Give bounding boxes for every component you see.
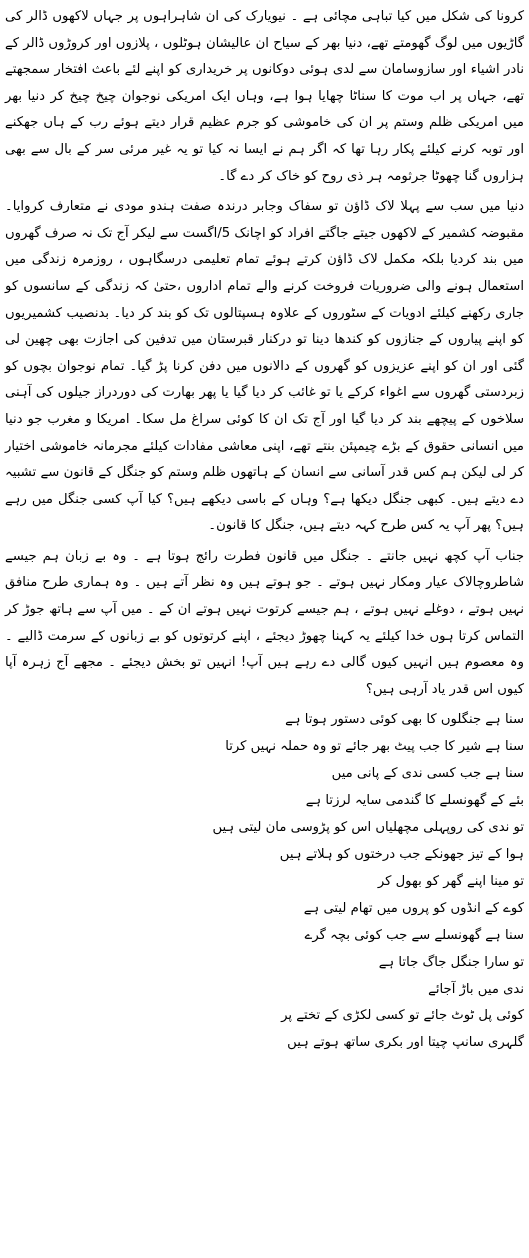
poem-line: ہوا کے تیز جھونکے جب درختوں کو ہلاتے ہیں	[279, 846, 524, 862]
poem-line: بئے کے گھونسلے کا گندمی سایہ لرزتا ہے	[305, 793, 524, 809]
poem-line: سنا ہے شیر کا جب پیٹ بھر جائے تو وہ حملہ نہیں کرتا	[225, 739, 524, 755]
poem-line: تو سارا جنگل جاگ جاتا ہے	[378, 954, 524, 970]
poem-line: سنا ہے جنگلوں کا بھی کوئی دستور ہوتا ہے	[285, 712, 524, 728]
poem-line: کوئی پل ٹوٹ جائے تو کسی لکڑی کے تختے پر	[281, 1008, 524, 1024]
poem-line: گلہری سانپ چیتا اور بکری ساتھ ہوتے ہیں	[287, 1035, 524, 1051]
poem	[5, 707, 524, 1057]
poem-line: تو مینا اپنے گھر کو بھول کر	[377, 873, 524, 889]
poem-line: سنا ہے جب کسی ندی کے پانی میں	[331, 766, 524, 782]
article-paragraph-2: دنیا میں سب سے پہلا لاک ڈاؤن تو سفاک وجابر درندہ صفت ہندو مودی نے متعارف کروایا۔ مقبوضہ کشمیر کے لاکھوں جیتے جاگتے افراد کو اچانک 5/اگست سے لیکر آج تک نہ صرف گھروں میں بند کردیا بلکہ مکمل لاک ڈاؤن کرتے ہوئے تمام تعلیمی درسگاہوں ، روزمرہ زندگی میں استعمال ہونے والی ضروریات فروخت کرنے والے تمام اداروں ،حتیٰ کہ زندگی کے سانسوں کو جاری رکھنے کیلئے ادویات کے سٹوروں کے علاوہ ہسپتالوں تک کو بند کر دیا۔ بدنصیب کشمیریوں کو اپنے پیاروں کے جنازوں کو کندھا دینا تو درکنار قبرستان میں تدفین کی اجازت بھی چھین لی گئی اور ان کو اپنے عزیزوں کو گھروں کے دالانوں میں دفن کرنا پڑ گیا۔ تمام نوجوان بچوں کو زبردستی گھروں سے اغواء کرکے یا تو غائب کر دیا گیا یا پھر بھارت کی دوردراز جیلوں کی آہنی سلاخوں کے پیچھے بند کر دیا گیا اور آج تک ان کا کوئی سراغ مل سکا۔ امریکا و مغرب جو دنیا میں انسانی حقوق کے بڑے چیمپئن بنتے تھے، اپنی معاشی مفادات کیلئے مجرمانہ خاموشی اختیار کر لی لیکن ہم کس قدر آسانی سے انسان کے ہاتھوں ظلم وستم کو جنگل کے قانون سے تشبیہ دے دیتے ہیں۔ کبھی جنگل دیکھا ہے؟ وہاں کے باسی دیکھے ہیں؟ کیا آپ کسی جنگل میں رہے ہیں؟ پھر آپ یہ کس طرح کہہ دیتے ہیں، جنگل کا قانون۔	[5, 199, 525, 534]
poem-line: ندی میں باڑ آجائے	[428, 981, 524, 997]
poem-line: تو ندی کی روپہلی مچھلیاں اس کو پڑوسی مان لیتی ہیں	[212, 820, 524, 836]
poem-line: سنا ہے گھونسلے سے جب کوئی بچہ گرے	[304, 927, 524, 943]
article-paragraph-3: جناب آپ کچھ نہیں جانتے ۔ جنگل میں قانون فطرت رائج ہوتا ہے ۔ وہ بے زبان ہم جیسے شاطروچالاک عیار ومکار نہیں ہوتے ۔ جو ہوتے ہیں وہ نظر آتے ہیں ۔ وہ ہماری طرح منافق نہیں ہوتے ، دوغلے نہیں ہوتے ، ہم جیسے کرتوت نہیں ہوتے ان کے ۔ میں آپ سے ہاتھ جوڑ کر التماس کرتا ہوں خدا کیلئے یہ کہنا چھوڑ دیجئے ، اپنے کرتوتوں کو بے زبانوں کے سرمت ڈالیے ۔ وہ معصوم ہیں انہیں کیوں گالی دے رہے ہیں آپ! انہیں تو بخش دیجئے ۔ مجھے آج زہرہ آپا کیوں اس قدر یاد آرہی ہیں؟	[5, 548, 524, 697]
poem-line: کوے کے انڈوں کو پروں میں تھام لیتی ہے	[303, 900, 524, 916]
article-paragraph-1: کرونا کی شکل میں کیا تباہی مچائی ہے ۔ نیویارک کی ان شاہراہوں پر جہاں لاکھوں ڈالر کی گاڑیوں میں لوگ گھومتے تھے، دنیا بھر کے سیاح ان عالیشان ہوٹلوں ، پلازوں اور کروڑوں ڈالر کے نادر اشیاء اور سازوسامان سے لدی ہوئی دوکانوں پر خریداری کو اپنے لئے باعث افتخار سمجھتے تھے، جہاں پر اب موت کا سناٹا چھایا ہوا ہے، وہاں ایک امریکی نوجوان چیخ چیخ کر دنیا بھر میں امریکی ظلم وستم پر ان کی خاموشی کو جرم عظیم قرار دیتے ہوئے رب کے ہاں جھکنے اور توبہ کرنے کیلئے پکار رہا تھا کہ اگر ہم نے ایسا نہ کیا تو یہ غیر مرئی سر کے بال سے بھی ہزاروں گنا چھوٹا جرثومہ ہر ذی روح کو خاک کر دے گا۔	[5, 9, 524, 184]
